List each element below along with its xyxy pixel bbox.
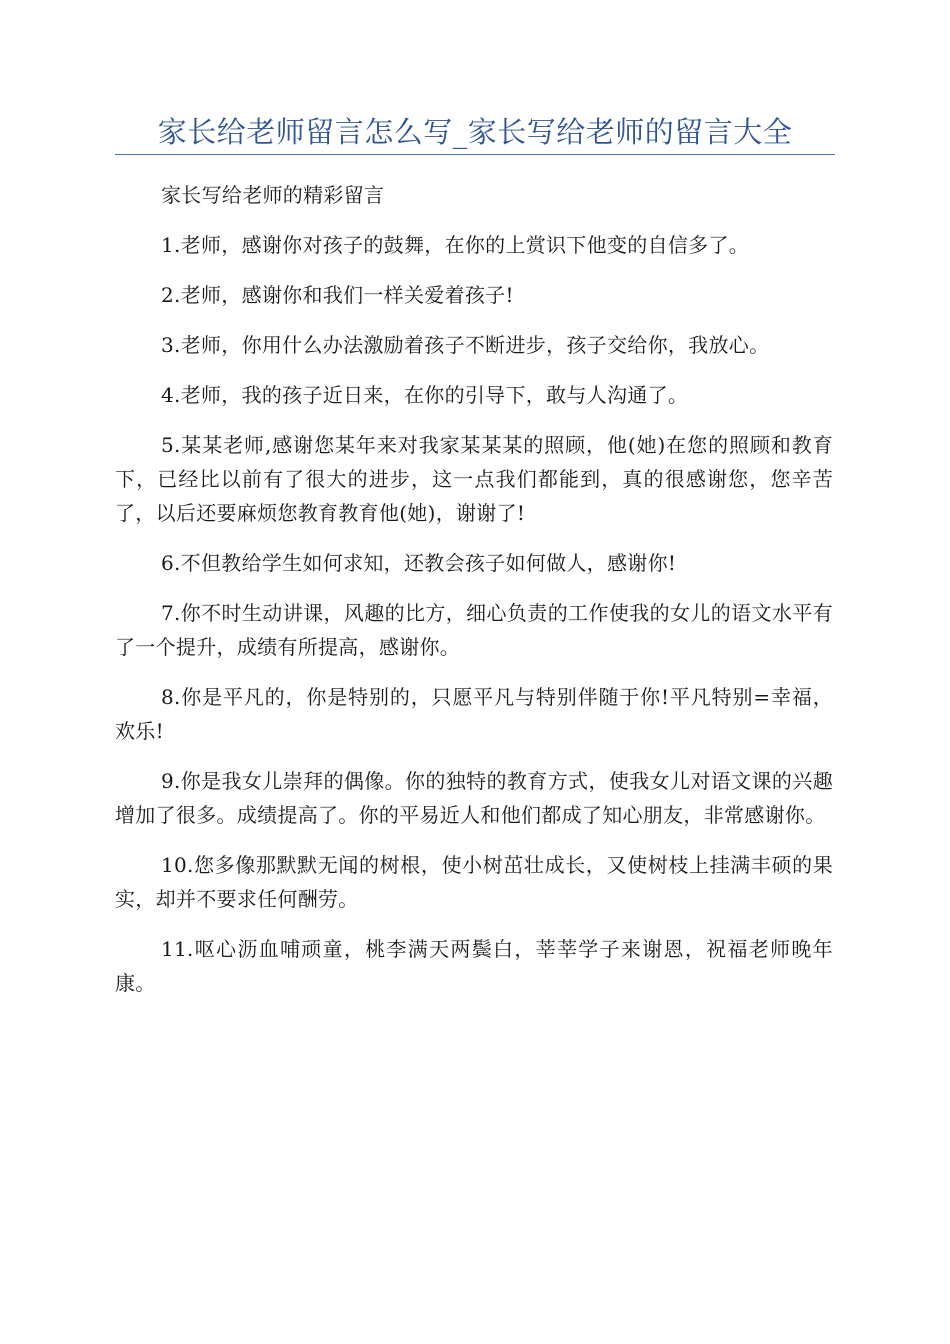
message-paragraph: 11.呕心沥血哺顽童，桃李满天两鬓白，莘莘学子来谢恩，祝福老师晚年康。 [115, 937, 833, 995]
message-paragraph: 10.您多像那默默无闻的树根，使小树茁壮成长，又使树枝上挂满丰硕的果实，却并不要求任何酬劳。 [115, 853, 833, 911]
title-underline [115, 154, 835, 155]
section-subheading: 家长写给老师的精彩留言 [161, 183, 385, 207]
message-paragraph: 7.你不时生动讲课，风趣的比方，细心负责的工作使我的女儿的语文水平有了一个提升，成绩有所提高，感谢你。 [115, 601, 833, 659]
message-paragraph: 6.不但教给学生如何求知，还教会孩子如何做人，感谢你! [161, 551, 677, 575]
message-paragraph: 9.你是我女儿崇拜的偶像。你的独特的教育方式，使我女儿对语文课的兴趣增加了很多。成绩提高了。你的平易近人和他们都成了知心朋友，非常感谢你。 [115, 769, 833, 827]
message-paragraph: 4.老师，我的孩子近日来，在你的引导下，敢与人沟通了。 [161, 383, 689, 407]
page-title: 家长给老师留言怎么写_家长写给老师的留言大全 [157, 115, 793, 149]
message-paragraph: 1.老师，感谢你对孩子的鼓舞，在你的上赏识下他变的自信多了。 [161, 233, 750, 257]
message-paragraph: 2.老师，感谢你和我们一样关爱着孩子! [161, 283, 514, 307]
document-body [115, 178, 833, 1016]
message-paragraph: 5.某某老师,感谢您某年来对我家某某某的照顾，他(她)在您的照顾和教育下，已经比以前有了很大的进步，这一点我们都能到，真的很感谢您，您辛苦了，以后还要麻烦您教育教育他(她)，谢谢了! [115, 433, 833, 525]
message-paragraph: 8.你是平凡的，你是特别的，只愿平凡与特别伴随于你!平凡特别=幸福，欢乐! [115, 685, 833, 743]
message-paragraph: 3.老师，你用什么办法激励着孩子不断进步，孩子交给你，我放心。 [161, 333, 770, 357]
